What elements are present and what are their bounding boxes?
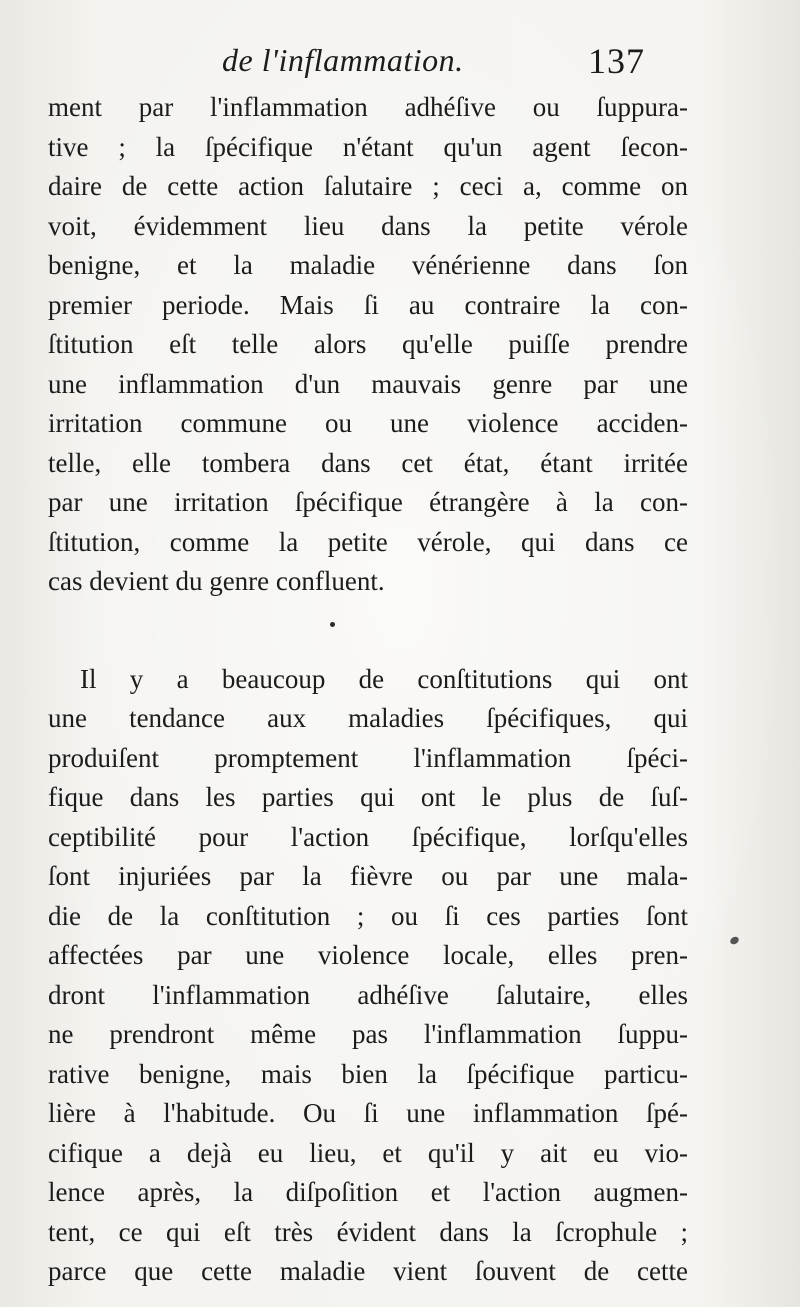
- text-line: lence après, la diſpoſition et l'action augmen-: [48, 1177, 688, 1207]
- paragraph-separator: [48, 602, 688, 660]
- separator-dot: [330, 622, 335, 627]
- text-line: daire de cette action ſalutaire ; ceci a, comme on: [48, 171, 688, 201]
- text-line: tive ; la ſpécifique n'étant qu'un agent ſecon-: [48, 131, 688, 162]
- text-line: par une irritation ſpécifique étrangère à la con-: [48, 487, 688, 517]
- text-line: une inflammation d'un mauvais genre par une: [48, 368, 688, 399]
- text-line: produiſent promptement l'inflammation ſpéci-: [48, 742, 688, 773]
- text-line: cas devient du genre confluent.: [48, 566, 385, 596]
- body-text: [48, 88, 688, 1292]
- text-line: parce que cette maladie vient ſouvent de cette: [48, 1256, 688, 1286]
- text-line: ne prendront même pas l'inflammation ſuppu-: [48, 1019, 688, 1049]
- text-line: voit, évidemment lieu dans la petite vérole: [48, 210, 688, 241]
- text-line: die de la conſtitution ; ou ſi ces parties ſont: [48, 900, 688, 931]
- text-line: une tendance aux maladies ſpécifiques, qui: [48, 703, 688, 733]
- text-line: affectées par une violence locale, elles pren-: [48, 940, 688, 970]
- text-line: fique dans les parties qui ont le plus de ſuſ-: [48, 782, 688, 812]
- text-line: tent, ce qui eſt très évident dans la ſcrophule ;: [48, 1216, 688, 1247]
- text-line: rative benigne, mais bien la ſpécifique particu-: [48, 1058, 688, 1089]
- text-line: ſtitution, comme la petite vérole, qui dans ce: [48, 526, 688, 557]
- text-line: ment par l'inflammation adhéſive ou ſuppura-: [48, 92, 688, 122]
- text-line: Il y a beaucoup de conſtitutions qui ont: [80, 663, 688, 694]
- text-line: dront l'inflammation adhéſive ſalutaire, elles: [48, 979, 688, 1010]
- text-line: lière à l'habitude. Ou ſi une inflammation ſpé-: [48, 1098, 688, 1128]
- page-header: [0, 38, 800, 88]
- text-line: telle, elle tombera dans cet état, étant irritée: [48, 447, 688, 478]
- ink-speck: [729, 935, 740, 946]
- running-title: de l'inflammation.: [222, 42, 464, 78]
- text-line: cifique a dejà eu lieu, et qu'il y ait eu vio-: [48, 1137, 688, 1168]
- text-line: irritation commune ou une violence acciden-: [48, 408, 688, 438]
- text-line: ceptibilité pour l'action ſpécifique, lorſqu'elles: [48, 821, 688, 852]
- text-line: ſont injuriées par la fièvre ou par une mala-: [48, 861, 688, 891]
- text-line: benigne, et la maladie vénérienne dans ſon: [48, 250, 688, 280]
- page-number: 137: [588, 41, 645, 81]
- text-line: ſtitution eſt telle alors qu'elle puiſſe prendre: [48, 329, 688, 359]
- text-line: premier periode. Mais ſi au contraire la con-: [48, 289, 688, 320]
